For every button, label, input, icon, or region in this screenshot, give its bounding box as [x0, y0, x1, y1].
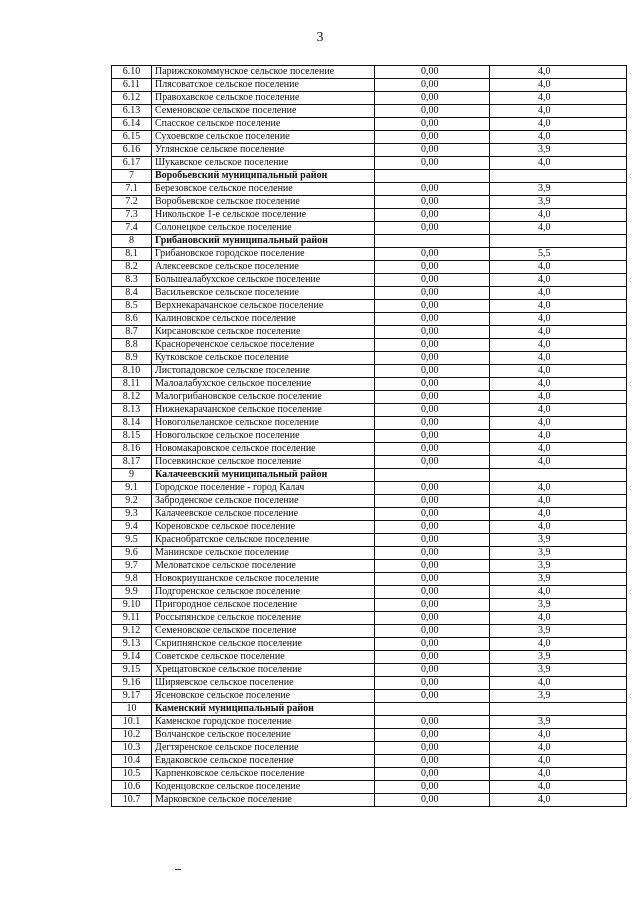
row-number: 9.3 — [112, 508, 152, 521]
value-1: 0,00 — [375, 131, 490, 144]
value-1: 0,00 — [375, 690, 490, 703]
settlement-name: Марковское сельское поселение — [152, 794, 375, 807]
settlement-name: Калиновское сельское поселение — [152, 313, 375, 326]
page-number: 3 — [316, 30, 324, 45]
district-header-row — [112, 703, 627, 716]
settlement-name: Алексеевское сельское поселение — [152, 261, 375, 274]
settlement-name: Посевкинское сельское поселение — [152, 456, 375, 469]
value-2: 4,0 — [490, 105, 627, 118]
row-number: 10.4 — [112, 755, 152, 768]
value-2 — [490, 469, 627, 482]
value-2: 4,0 — [490, 677, 627, 690]
value-1: 0,00 — [375, 651, 490, 664]
row-number: 10.2 — [112, 729, 152, 742]
value-1: 0,00 — [375, 339, 490, 352]
value-1: 0,00 — [375, 300, 490, 313]
table-row — [112, 222, 627, 235]
settlement-name: Шукавское сельское поселение — [152, 157, 375, 170]
value-2: 3,9 — [490, 183, 627, 196]
row-number: 10.7 — [112, 794, 152, 807]
row-number: 6.17 — [112, 157, 152, 170]
settlement-name: Семеновское сельское поселение — [152, 625, 375, 638]
row-number: 9.9 — [112, 586, 152, 599]
value-1: 0,00 — [375, 430, 490, 443]
table-row — [112, 794, 627, 807]
table-row — [112, 274, 627, 287]
table-row — [112, 326, 627, 339]
value-1: 0,00 — [375, 742, 490, 755]
row-number: 9.6 — [112, 547, 152, 560]
value-2: 4,0 — [490, 729, 627, 742]
value-1: 0,00 — [375, 729, 490, 742]
value-1: 0,00 — [375, 625, 490, 638]
value-1: 0,00 — [375, 183, 490, 196]
value-2: 3,9 — [490, 196, 627, 209]
value-2: 4,0 — [490, 755, 627, 768]
row-number: 9.4 — [112, 521, 152, 534]
settlement-name: Калачеевский муниципальный район — [152, 469, 375, 482]
value-2: 5,5 — [490, 248, 627, 261]
row-number: 8.9 — [112, 352, 152, 365]
settlement-name: Васильевское сельское поселение — [152, 287, 375, 300]
row-number: 10.1 — [112, 716, 152, 729]
table-row — [112, 248, 627, 261]
value-2: 4,0 — [490, 287, 627, 300]
row-number: 7.4 — [112, 222, 152, 235]
settlement-name: Краснореченское сельское поселение — [152, 339, 375, 352]
table-row — [112, 430, 627, 443]
settlement-name: Россыпянское сельское поселение — [152, 612, 375, 625]
settlement-name: Калачеевское сельское поселение — [152, 508, 375, 521]
value-2: 4,0 — [490, 443, 627, 456]
settlement-name: Нижнекарачанское сельское поселение — [152, 404, 375, 417]
value-1: 0,00 — [375, 326, 490, 339]
value-2: 4,0 — [490, 352, 627, 365]
value-1 — [375, 235, 490, 248]
value-1: 0,00 — [375, 794, 490, 807]
value-1: 0,00 — [375, 560, 490, 573]
settlement-name: Краснобратское сельское поселение — [152, 534, 375, 547]
table-row — [112, 313, 627, 326]
value-2: 4,0 — [490, 157, 627, 170]
value-2: 3,9 — [490, 599, 627, 612]
settlement-name: Волчанское сельское поселение — [152, 729, 375, 742]
value-1: 0,00 — [375, 612, 490, 625]
settlement-name: Карпенковское сельское поселение — [152, 768, 375, 781]
row-number: 6.10 — [112, 66, 152, 79]
value-1: 0,00 — [375, 781, 490, 794]
value-2: 4,0 — [490, 66, 627, 79]
settlement-name: Ширяевское сельское поселение — [152, 677, 375, 690]
value-2: 4,0 — [490, 781, 627, 794]
value-1 — [375, 469, 490, 482]
table-row — [112, 755, 627, 768]
settlement-name: Воробьевский муниципальный район — [152, 170, 375, 183]
table-row — [112, 92, 627, 105]
value-1: 0,00 — [375, 365, 490, 378]
settlement-name: Скрипнянское сельское поселение — [152, 638, 375, 651]
settlement-name: Углянское сельское поселение — [152, 144, 375, 157]
table-row — [112, 261, 627, 274]
row-number: 8.5 — [112, 300, 152, 313]
table-row — [112, 508, 627, 521]
value-1: 0,00 — [375, 443, 490, 456]
value-1: 0,00 — [375, 404, 490, 417]
settlement-name: Грибановское городское поселение — [152, 248, 375, 261]
value-2: 4,0 — [490, 456, 627, 469]
value-2: 4,0 — [490, 92, 627, 105]
row-number: 9.13 — [112, 638, 152, 651]
value-1: 0,00 — [375, 196, 490, 209]
value-1: 0,00 — [375, 222, 490, 235]
table-row — [112, 456, 627, 469]
row-number: 9 — [112, 469, 152, 482]
row-number: 10.6 — [112, 781, 152, 794]
value-2: 4,0 — [490, 326, 627, 339]
table-body — [112, 66, 627, 807]
table-row — [112, 573, 627, 586]
table-row — [112, 534, 627, 547]
settlement-name: Ясеновское сельское поселение — [152, 690, 375, 703]
value-1: 0,00 — [375, 599, 490, 612]
table-row — [112, 742, 627, 755]
settlement-name: Кореновское сельское поселение — [152, 521, 375, 534]
value-1: 0,00 — [375, 664, 490, 677]
table-row — [112, 716, 627, 729]
table-row — [112, 547, 627, 560]
value-2: 4,0 — [490, 482, 627, 495]
value-1: 0,00 — [375, 92, 490, 105]
table-row — [112, 79, 627, 92]
value-2: 4,0 — [490, 508, 627, 521]
table-row — [112, 560, 627, 573]
row-number: 8.1 — [112, 248, 152, 261]
row-number: 6.13 — [112, 105, 152, 118]
value-2: 4,0 — [490, 742, 627, 755]
row-number: 8.6 — [112, 313, 152, 326]
row-number: 9.16 — [112, 677, 152, 690]
table-row — [112, 183, 627, 196]
row-number: 9.5 — [112, 534, 152, 547]
value-1: 0,00 — [375, 352, 490, 365]
footer-mark — [175, 869, 181, 870]
settlement-name: Верхнекарачанское сельское поселение — [152, 300, 375, 313]
settlement-name: Кутковское сельское поселение — [152, 352, 375, 365]
row-number: 10.5 — [112, 768, 152, 781]
value-1 — [375, 703, 490, 716]
district-header-row — [112, 170, 627, 183]
district-header-row — [112, 235, 627, 248]
settlement-name: Сухоевское сельское поселение — [152, 131, 375, 144]
value-2: 4,0 — [490, 313, 627, 326]
value-2: 3,9 — [490, 690, 627, 703]
table-row — [112, 443, 627, 456]
value-1: 0,00 — [375, 508, 490, 521]
value-2: 4,0 — [490, 300, 627, 313]
value-1: 0,00 — [375, 573, 490, 586]
settlement-name: Каменское городское поселение — [152, 716, 375, 729]
row-number: 8.15 — [112, 430, 152, 443]
value-1: 0,00 — [375, 274, 490, 287]
table-row — [112, 599, 627, 612]
settlement-name: Манинское сельское поселение — [152, 547, 375, 560]
table-row — [112, 365, 627, 378]
settlement-name: Березовское сельское поселение — [152, 183, 375, 196]
settlement-name: Меловатское сельское поселение — [152, 560, 375, 573]
value-2: 4,0 — [490, 430, 627, 443]
table-row — [112, 287, 627, 300]
table-row — [112, 495, 627, 508]
row-number: 8.14 — [112, 417, 152, 430]
row-number: 7.2 — [112, 196, 152, 209]
row-number: 8.10 — [112, 365, 152, 378]
row-number: 8.2 — [112, 261, 152, 274]
settlement-name: Парижскокоммунское сельское поселение — [152, 66, 375, 79]
table-row — [112, 404, 627, 417]
value-1: 0,00 — [375, 495, 490, 508]
row-number: 9.14 — [112, 651, 152, 664]
value-2: 4,0 — [490, 365, 627, 378]
value-2: 3,9 — [490, 547, 627, 560]
value-1: 0,00 — [375, 755, 490, 768]
value-2: 4,0 — [490, 274, 627, 287]
settlements-table — [111, 65, 627, 807]
value-2: 3,9 — [490, 560, 627, 573]
value-1: 0,00 — [375, 378, 490, 391]
value-2: 4,0 — [490, 79, 627, 92]
row-number: 7 — [112, 170, 152, 183]
settlement-name: Новомакаровское сельское поселение — [152, 443, 375, 456]
value-2: 3,9 — [490, 534, 627, 547]
table-row — [112, 339, 627, 352]
row-number: 7.1 — [112, 183, 152, 196]
value-2: 3,9 — [490, 651, 627, 664]
settlement-name: Новогольеланское сельское поселение — [152, 417, 375, 430]
settlement-name: Воробьевское сельское поселение — [152, 196, 375, 209]
value-1: 0,00 — [375, 313, 490, 326]
value-2: 3,9 — [490, 144, 627, 157]
table-row — [112, 638, 627, 651]
settlement-name: Подгоренское сельское поселение — [152, 586, 375, 599]
value-1: 0,00 — [375, 456, 490, 469]
value-2: 4,0 — [490, 417, 627, 430]
value-1: 0,00 — [375, 144, 490, 157]
value-2: 4,0 — [490, 521, 627, 534]
table-row — [112, 196, 627, 209]
value-2: 4,0 — [490, 131, 627, 144]
settlement-name: Плясоватское сельское поселение — [152, 79, 375, 92]
table-row — [112, 391, 627, 404]
table-row — [112, 417, 627, 430]
value-1: 0,00 — [375, 417, 490, 430]
value-1: 0,00 — [375, 287, 490, 300]
settlement-name: Семеновское сельское поселение — [152, 105, 375, 118]
value-1: 0,00 — [375, 482, 490, 495]
value-1: 0,00 — [375, 677, 490, 690]
table-row — [112, 105, 627, 118]
row-number: 9.1 — [112, 482, 152, 495]
value-2: 4,0 — [490, 339, 627, 352]
row-number: 6.14 — [112, 118, 152, 131]
row-number: 8.13 — [112, 404, 152, 417]
value-1: 0,00 — [375, 248, 490, 261]
value-2: 4,0 — [490, 612, 627, 625]
value-1: 0,00 — [375, 534, 490, 547]
value-2: 4,0 — [490, 404, 627, 417]
table-row — [112, 352, 627, 365]
settlement-name: Евдаковское сельское поселение — [152, 755, 375, 768]
settlement-name: Правохавское сельское поселение — [152, 92, 375, 105]
table-row — [112, 118, 627, 131]
settlement-name: Кирсановское сельское поселение — [152, 326, 375, 339]
settlement-name: Коденцовское сельское поселение — [152, 781, 375, 794]
settlement-name: Советское сельское поселение — [152, 651, 375, 664]
settlement-name: Дегтяренское сельское поселение — [152, 742, 375, 755]
settlement-name: Большеалабухское сельское поселение — [152, 274, 375, 287]
value-2 — [490, 235, 627, 248]
settlement-name: Солонецкое сельское поселение — [152, 222, 375, 235]
value-2: 4,0 — [490, 209, 627, 222]
value-1: 0,00 — [375, 79, 490, 92]
settlement-name: Листопадовское сельское поселение — [152, 365, 375, 378]
table-row — [112, 586, 627, 599]
table-row — [112, 157, 627, 170]
row-number: 10 — [112, 703, 152, 716]
value-1: 0,00 — [375, 768, 490, 781]
row-number: 8.4 — [112, 287, 152, 300]
row-number: 9.15 — [112, 664, 152, 677]
settlement-name: Городское поселение - город Калач — [152, 482, 375, 495]
row-number: 10.3 — [112, 742, 152, 755]
value-1: 0,00 — [375, 547, 490, 560]
table-row — [112, 651, 627, 664]
row-number: 6.12 — [112, 92, 152, 105]
value-1: 0,00 — [375, 521, 490, 534]
value-2 — [490, 170, 627, 183]
row-number: 8.8 — [112, 339, 152, 352]
settlement-name: Новокриушанское сельское поселение — [152, 573, 375, 586]
table-row — [112, 378, 627, 391]
table-row — [112, 729, 627, 742]
value-2: 3,9 — [490, 625, 627, 638]
value-2: 4,0 — [490, 638, 627, 651]
value-1: 0,00 — [375, 638, 490, 651]
row-number: 6.11 — [112, 79, 152, 92]
row-number: 8.11 — [112, 378, 152, 391]
settlement-name: Пригородное сельское поселение — [152, 599, 375, 612]
value-1: 0,00 — [375, 716, 490, 729]
row-number: 9.2 — [112, 495, 152, 508]
table-row — [112, 144, 627, 157]
table-row — [112, 482, 627, 495]
value-2: 4,0 — [490, 768, 627, 781]
value-1: 0,00 — [375, 157, 490, 170]
table-row — [112, 521, 627, 534]
value-1: 0,00 — [375, 209, 490, 222]
table-row — [112, 209, 627, 222]
value-2: 3,9 — [490, 573, 627, 586]
settlement-name: Спасское сельское поселение — [152, 118, 375, 131]
row-number: 7.3 — [112, 209, 152, 222]
value-1: 0,00 — [375, 105, 490, 118]
settlement-name: Хрещатовское сельское поселение — [152, 664, 375, 677]
value-2: 4,0 — [490, 222, 627, 235]
table-row — [112, 612, 627, 625]
table-row — [112, 677, 627, 690]
value-2: 4,0 — [490, 495, 627, 508]
row-number: 6.16 — [112, 144, 152, 157]
value-1 — [375, 170, 490, 183]
value-1: 0,00 — [375, 586, 490, 599]
row-number: 9.7 — [112, 560, 152, 573]
settlement-name: Малоалабухское сельское поселение — [152, 378, 375, 391]
settlement-name: Никольское 1-е сельское поселение — [152, 209, 375, 222]
row-number: 9.8 — [112, 573, 152, 586]
table-row — [112, 300, 627, 313]
value-2: 4,0 — [490, 794, 627, 807]
settlement-name: Каменский муниципальный район — [152, 703, 375, 716]
table-row — [112, 131, 627, 144]
value-1: 0,00 — [375, 66, 490, 79]
row-number: 8 — [112, 235, 152, 248]
row-number: 8.17 — [112, 456, 152, 469]
table-row — [112, 690, 627, 703]
row-number: 9.11 — [112, 612, 152, 625]
value-2: 4,0 — [490, 118, 627, 131]
value-2: 4,0 — [490, 261, 627, 274]
row-number: 8.12 — [112, 391, 152, 404]
value-2: 3,9 — [490, 716, 627, 729]
row-number: 9.17 — [112, 690, 152, 703]
settlement-name: Малогрибановское сельское поселение — [152, 391, 375, 404]
row-number: 6.15 — [112, 131, 152, 144]
value-2: 4,0 — [490, 391, 627, 404]
row-number: 9.10 — [112, 599, 152, 612]
value-2: 4,0 — [490, 586, 627, 599]
table-row — [112, 781, 627, 794]
value-2 — [490, 703, 627, 716]
row-number: 8.3 — [112, 274, 152, 287]
district-header-row — [112, 469, 627, 482]
row-number: 8.7 — [112, 326, 152, 339]
settlement-name: Заброденское сельское поселение — [152, 495, 375, 508]
value-1: 0,00 — [375, 261, 490, 274]
row-number: 9.12 — [112, 625, 152, 638]
value-1: 0,00 — [375, 118, 490, 131]
settlement-name: Новогольское сельское поселение — [152, 430, 375, 443]
table-row — [112, 664, 627, 677]
settlement-name: Грибановский муниципальный район — [152, 235, 375, 248]
table-row — [112, 625, 627, 638]
table-row — [112, 66, 627, 79]
value-2: 4,0 — [490, 378, 627, 391]
table-row — [112, 768, 627, 781]
value-1: 0,00 — [375, 391, 490, 404]
value-2: 3,9 — [490, 664, 627, 677]
row-number: 8.16 — [112, 443, 152, 456]
